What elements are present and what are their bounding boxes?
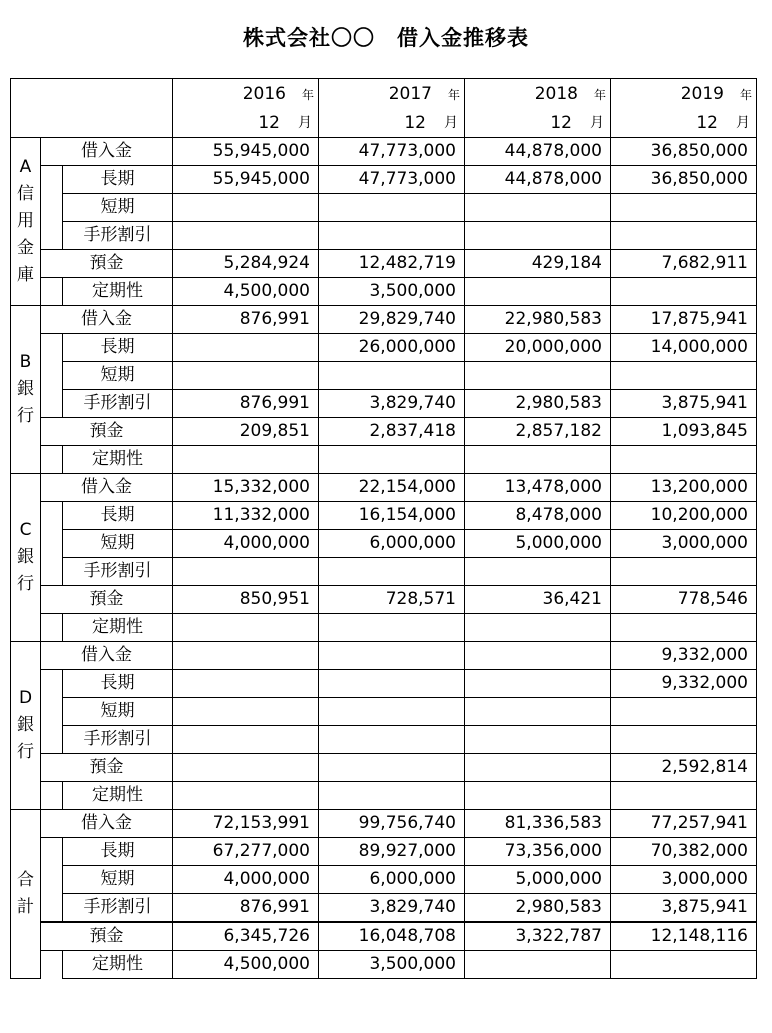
value-cell: 2,857,182 [465, 418, 611, 446]
row-label: 長期 [63, 334, 173, 362]
month-value: 12 [550, 113, 572, 133]
indent-gutter [41, 334, 63, 362]
value-cell: 36,850,000 [611, 166, 757, 194]
bank-name-cell [11, 810, 41, 979]
indent-gutter [41, 362, 63, 390]
value-cell: 36,421 [465, 586, 611, 614]
value-cell [319, 726, 465, 754]
table-row [11, 418, 757, 446]
bank-name-char: 計 [17, 897, 34, 917]
value-cell: 44,878,000 [465, 166, 611, 194]
row-label: 借入金 [41, 810, 173, 838]
value-cell: 876,991 [173, 390, 319, 418]
value-cell [173, 334, 319, 362]
row-label: 定期性 [63, 782, 173, 810]
row-label: 借入金 [41, 138, 173, 166]
month-unit: 月 [590, 115, 604, 131]
year-unit: 年 [301, 88, 314, 102]
table-row [11, 306, 757, 334]
value-cell: 26,000,000 [319, 334, 465, 362]
row-label: 定期性 [63, 278, 173, 306]
indent-gutter [41, 894, 63, 923]
table-row [11, 446, 757, 474]
value-cell: 13,478,000 [465, 474, 611, 502]
indent-gutter [41, 530, 63, 558]
table-row [11, 586, 757, 614]
year-value: 2018 [534, 84, 578, 104]
header-year-row [11, 79, 757, 110]
row-label: 長期 [63, 838, 173, 866]
value-cell: 3,500,000 [319, 278, 465, 306]
value-cell [319, 754, 465, 782]
indent-gutter [41, 614, 63, 642]
value-cell [465, 951, 611, 979]
row-label: 借入金 [41, 474, 173, 502]
value-cell: 55,945,000 [173, 166, 319, 194]
table-row [11, 838, 757, 866]
indent-gutter [41, 558, 63, 586]
year-value: 2016 [242, 84, 286, 104]
table-row [11, 166, 757, 194]
table-row [11, 558, 757, 586]
table-row [11, 474, 757, 502]
value-cell [465, 670, 611, 698]
page-title: 株式会社〇〇 借入金推移表 [243, 26, 529, 50]
month-unit: 月 [298, 115, 312, 131]
table-row [11, 614, 757, 642]
value-cell: 9,332,000 [611, 670, 757, 698]
year-value: 2019 [680, 84, 724, 104]
indent-gutter [41, 670, 63, 698]
value-cell [611, 446, 757, 474]
table-row [11, 782, 757, 810]
value-cell [465, 446, 611, 474]
table-row [11, 194, 757, 222]
value-cell: 20,000,000 [465, 334, 611, 362]
value-cell: 5,284,924 [173, 250, 319, 278]
value-cell [611, 278, 757, 306]
indent-gutter [41, 866, 63, 894]
value-cell: 728,571 [319, 586, 465, 614]
table-row [11, 894, 757, 923]
year-value: 2017 [388, 84, 432, 104]
value-cell: 17,875,941 [611, 306, 757, 334]
value-cell [465, 194, 611, 222]
value-cell: 1,093,845 [611, 418, 757, 446]
row-label: 短期 [63, 698, 173, 726]
value-cell: 47,773,000 [319, 138, 465, 166]
table-row [11, 278, 757, 306]
value-cell [611, 782, 757, 810]
value-cell: 4,000,000 [173, 866, 319, 894]
value-cell [173, 362, 319, 390]
value-cell: 16,154,000 [319, 502, 465, 530]
value-cell: 13,200,000 [611, 474, 757, 502]
value-cell: 6,345,726 [173, 922, 319, 951]
table-row [11, 250, 757, 278]
month-unit: 月 [444, 115, 458, 131]
bank-name-char: 庫 [17, 265, 34, 285]
value-cell: 5,000,000 [465, 530, 611, 558]
header-year-cell [465, 79, 611, 110]
value-cell [465, 754, 611, 782]
value-cell [611, 698, 757, 726]
value-cell [319, 362, 465, 390]
year-unit: 年 [447, 88, 460, 102]
bank-name-char: D [18, 688, 33, 708]
value-cell [465, 642, 611, 670]
value-cell [465, 782, 611, 810]
table-row [11, 951, 757, 979]
row-label: 短期 [63, 362, 173, 390]
value-cell: 3,875,941 [611, 894, 757, 923]
value-cell: 36,850,000 [611, 138, 757, 166]
value-cell: 73,356,000 [465, 838, 611, 866]
row-label: 手形割引 [63, 390, 173, 418]
indent-gutter [41, 951, 63, 979]
year-unit: 年 [739, 88, 752, 102]
value-cell [465, 614, 611, 642]
value-cell [319, 782, 465, 810]
value-cell: 9,332,000 [611, 642, 757, 670]
value-cell [611, 558, 757, 586]
bank-name-cell [11, 642, 41, 810]
value-cell: 6,000,000 [319, 866, 465, 894]
indent-gutter [41, 838, 63, 866]
value-cell [173, 698, 319, 726]
bank-name-char: B [19, 352, 32, 372]
month-value: 12 [404, 113, 426, 133]
row-label: 短期 [63, 866, 173, 894]
bank-name-char: 銀 [17, 715, 34, 735]
value-cell [173, 446, 319, 474]
value-cell [319, 446, 465, 474]
table-row [11, 698, 757, 726]
row-label: 借入金 [41, 642, 173, 670]
value-cell: 47,773,000 [319, 166, 465, 194]
value-cell: 3,500,000 [319, 951, 465, 979]
row-label: 手形割引 [63, 222, 173, 250]
table-row [11, 922, 757, 951]
value-cell: 876,991 [173, 894, 319, 923]
value-cell [611, 362, 757, 390]
value-cell: 99,756,740 [319, 810, 465, 838]
value-cell [465, 558, 611, 586]
table-row [11, 222, 757, 250]
header-month-cell [465, 109, 611, 138]
value-cell: 2,980,583 [465, 390, 611, 418]
header-year-cell [319, 79, 465, 110]
indent-gutter [41, 726, 63, 754]
table-row [11, 390, 757, 418]
value-cell: 5,000,000 [465, 866, 611, 894]
value-cell: 7,682,911 [611, 250, 757, 278]
value-cell: 4,500,000 [173, 278, 319, 306]
value-cell [173, 194, 319, 222]
value-cell: 778,546 [611, 586, 757, 614]
row-label: 預金 [41, 922, 173, 951]
indent-gutter [41, 222, 63, 250]
bank-name-char: 行 [17, 742, 34, 762]
value-cell: 3,829,740 [319, 894, 465, 923]
value-cell: 2,592,814 [611, 754, 757, 782]
indent-gutter [41, 194, 63, 222]
bank-name-char: 銀 [17, 547, 34, 567]
bank-name-char: 金 [17, 238, 34, 258]
header-month-cell [173, 109, 319, 138]
value-cell [611, 951, 757, 979]
value-cell: 209,851 [173, 418, 319, 446]
value-cell: 12,148,116 [611, 922, 757, 951]
indent-gutter [41, 502, 63, 530]
row-label: 手形割引 [63, 558, 173, 586]
bank-name-char: 用 [17, 211, 34, 231]
bank-name-cell [11, 474, 41, 642]
bank-name-char: 行 [17, 574, 34, 594]
value-cell: 70,382,000 [611, 838, 757, 866]
value-cell: 16,048,708 [319, 922, 465, 951]
value-cell: 4,500,000 [173, 951, 319, 979]
value-cell: 29,829,740 [319, 306, 465, 334]
value-cell: 8,478,000 [465, 502, 611, 530]
row-label: 預金 [41, 418, 173, 446]
value-cell [465, 362, 611, 390]
table-row [11, 138, 757, 166]
value-cell [465, 726, 611, 754]
value-cell [611, 194, 757, 222]
table-row [11, 642, 757, 670]
value-cell [319, 222, 465, 250]
bank-name-char: 銀 [17, 379, 34, 399]
value-cell: 429,184 [465, 250, 611, 278]
value-cell: 11,332,000 [173, 502, 319, 530]
indent-gutter [41, 446, 63, 474]
value-cell: 67,277,000 [173, 838, 319, 866]
value-cell: 10,200,000 [611, 502, 757, 530]
row-label: 預金 [41, 754, 173, 782]
value-cell [319, 642, 465, 670]
row-label: 定期性 [63, 951, 173, 979]
value-cell: 2,837,418 [319, 418, 465, 446]
value-cell [173, 782, 319, 810]
value-cell [319, 614, 465, 642]
row-label: 短期 [63, 530, 173, 558]
value-cell: 6,000,000 [319, 530, 465, 558]
value-cell: 2,980,583 [465, 894, 611, 923]
table-row [11, 670, 757, 698]
header-corner-cell [11, 79, 173, 138]
row-label: 定期性 [63, 614, 173, 642]
value-cell: 3,829,740 [319, 390, 465, 418]
value-cell: 15,332,000 [173, 474, 319, 502]
month-value: 12 [258, 113, 280, 133]
row-label: 預金 [41, 586, 173, 614]
value-cell [173, 670, 319, 698]
value-cell [465, 698, 611, 726]
value-cell [611, 222, 757, 250]
header-year-cell [173, 79, 319, 110]
value-cell: 89,927,000 [319, 838, 465, 866]
value-cell: 3,875,941 [611, 390, 757, 418]
value-cell [319, 698, 465, 726]
value-cell: 44,878,000 [465, 138, 611, 166]
indent-gutter [41, 698, 63, 726]
value-cell: 3,000,000 [611, 866, 757, 894]
indent-gutter [41, 278, 63, 306]
bank-name-char: 信 [17, 184, 34, 204]
value-cell: 12,482,719 [319, 250, 465, 278]
value-cell [173, 558, 319, 586]
row-label: 長期 [63, 502, 173, 530]
value-cell: 876,991 [173, 306, 319, 334]
row-label: 預金 [41, 250, 173, 278]
year-unit: 年 [593, 88, 606, 102]
value-cell [173, 642, 319, 670]
row-label: 手形割引 [63, 726, 173, 754]
row-label: 借入金 [41, 306, 173, 334]
value-cell: 14,000,000 [611, 334, 757, 362]
table-row [11, 726, 757, 754]
row-label: 長期 [63, 166, 173, 194]
value-cell [319, 670, 465, 698]
value-cell: 22,154,000 [319, 474, 465, 502]
table-row [11, 866, 757, 894]
value-cell [465, 278, 611, 306]
table-row [11, 362, 757, 390]
value-cell: 81,336,583 [465, 810, 611, 838]
value-cell [173, 222, 319, 250]
value-cell [173, 614, 319, 642]
value-cell [319, 194, 465, 222]
value-cell [465, 222, 611, 250]
table-row [11, 810, 757, 838]
value-cell [173, 754, 319, 782]
value-cell: 850,951 [173, 586, 319, 614]
value-cell [611, 614, 757, 642]
bank-name-char: 合 [17, 870, 34, 890]
bank-name-char: 行 [17, 406, 34, 426]
row-label: 長期 [63, 670, 173, 698]
table-row [11, 530, 757, 558]
bank-name-cell [11, 306, 41, 474]
header-year-cell [611, 79, 757, 110]
loan-transition-table [10, 78, 757, 979]
value-cell: 4,000,000 [173, 530, 319, 558]
value-cell: 55,945,000 [173, 138, 319, 166]
bank-name-char: C [19, 520, 32, 540]
row-label: 短期 [63, 194, 173, 222]
value-cell: 3,000,000 [611, 530, 757, 558]
value-cell: 22,980,583 [465, 306, 611, 334]
value-cell [611, 726, 757, 754]
value-cell: 3,322,787 [465, 922, 611, 951]
table-row [11, 334, 757, 362]
month-value: 12 [696, 113, 718, 133]
bank-name-cell [11, 138, 41, 306]
indent-gutter [41, 390, 63, 418]
row-label: 手形割引 [63, 894, 173, 923]
row-label: 定期性 [63, 446, 173, 474]
indent-gutter [41, 782, 63, 810]
value-cell: 72,153,991 [173, 810, 319, 838]
value-cell [173, 726, 319, 754]
header-month-cell [611, 109, 757, 138]
indent-gutter [41, 166, 63, 194]
table-row [11, 754, 757, 782]
header-month-cell [319, 109, 465, 138]
month-unit: 月 [736, 115, 750, 131]
bank-name-char: A [19, 157, 32, 177]
value-cell [319, 558, 465, 586]
value-cell: 77,257,941 [611, 810, 757, 838]
table-row [11, 502, 757, 530]
